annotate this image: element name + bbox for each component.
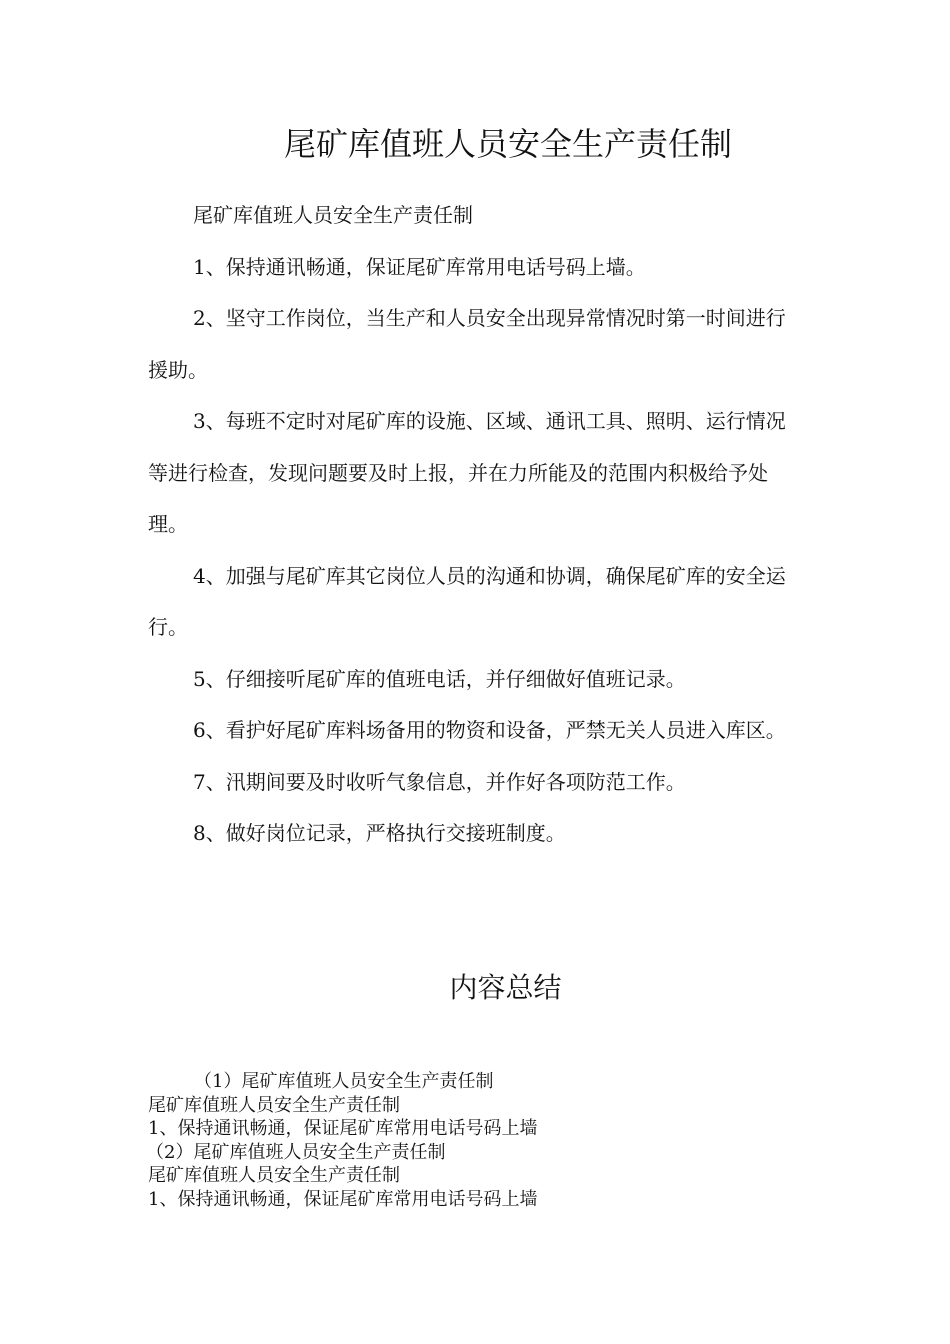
summary-line: （2）尾矿库值班人员安全生产责任制 [146,1141,446,1163]
summary-title: 内容总结 [449,971,562,1004]
paragraph-item-5: 5、仔细接听尾矿库的值班电话，并仔细做好值班记录。 [193,666,686,691]
document-body [148,190,798,860]
paragraph-item-7: 7、汛期间要及时收听气象信息，并作好各项防范工作。 [193,769,686,794]
summary-line: 尾矿库值班人员安全生产责任制 [148,1165,400,1186]
paragraph-item-4: 4、加强与尾矿库其它岗位人员的沟通和协调，确保尾矿库的安全运行。 [148,563,786,639]
paragraph-item-3: 3、每班不定时对尾矿库的设施、区域、通讯工具、照明、运行情况等进行检查，发现问题要及时上报，并在力所能及的范围内积极给予处理。 [148,409,786,536]
document-title: 尾矿库值班人员安全生产责任制 [283,125,732,163]
paragraph-item-2: 2、坚守工作岗位，当生产和人员安全出现异常情况时第一时间进行援助。 [148,306,786,382]
paragraph-item-6: 6、看护好尾矿库料场备用的物资和设备，严禁无关人员进入库区。 [193,718,786,742]
summary-line: （1）尾矿库值班人员安全生产责任制 [194,1071,494,1092]
summary-line: 1、保持通讯畅通，保证尾矿库常用电话号码上墙 [148,1118,538,1139]
paragraph-heading: 尾矿库值班人员安全生产责任制 [193,203,473,227]
paragraph-item-8: 8、做好岗位记录，严格执行交接班制度。 [193,821,566,845]
summary-section [148,1070,848,1211]
summary-line: 1、保持通讯畅通，保证尾矿库常用电话号码上墙 [148,1188,538,1210]
summary-line: 尾矿库值班人员安全生产责任制 [148,1094,400,1116]
paragraph-item-1: 1、保持通讯畅通，保证尾矿库常用电话号码上墙。 [193,254,646,279]
